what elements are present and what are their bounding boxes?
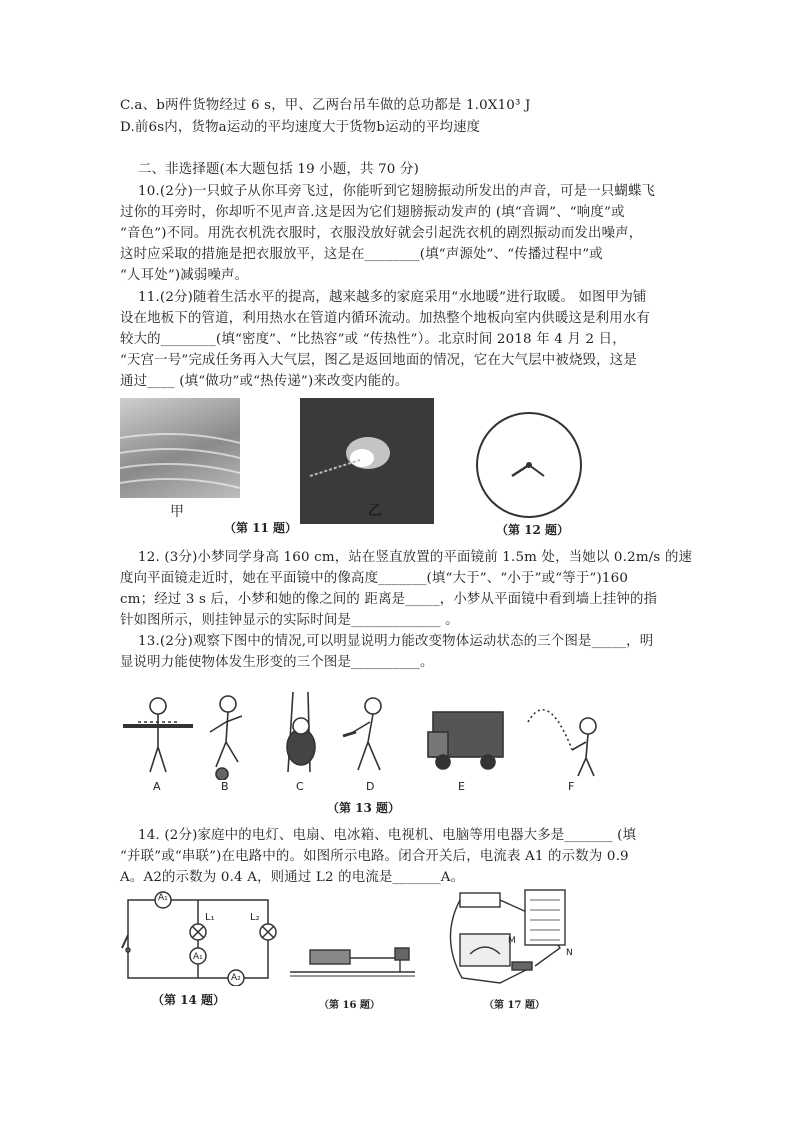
q10-line2: 过你的耳旁时，你却听不见声音.这是因为它们翅膀振动发声的 (填“音调”、“响度”或 — [120, 205, 625, 220]
option-c: C.a、b两件货物经过 6 s，甲、乙两台吊车做的总功都是 1.0X10³ J — [120, 98, 531, 113]
q11-line4: “天宫一号”完成任务再入大气层，图乙是返回地面的情况，它在大气层中被烧毁，这是 — [120, 353, 637, 368]
point-m-label: M — [508, 936, 516, 946]
label-yi: 乙 — [368, 503, 382, 519]
lamp-l1-label: L₁ — [205, 912, 215, 923]
q10-line3: “音色”)不同。用洗衣机洗衣服时，衣服没放好就会引起洗衣机的剧烈振动而发出噪声， — [120, 226, 643, 241]
ammeter-a1-label: A₁ — [158, 893, 168, 903]
ammeter-a-label: A₁ — [193, 952, 203, 962]
q10-line1: 10.(2分)一只蚊子从你耳旁飞过，你能听到它翅膀振动所发出的声音，可是一只蝴蝶飞 — [138, 184, 656, 199]
q12-line3: cm；经过 3 s 后，小梦和她的像之间的 距离是_____，小梦从平面镜中看到墙上挂钟的指 — [120, 592, 658, 607]
scene-c-panda — [287, 692, 315, 772]
wall-clock-icon — [474, 410, 584, 520]
q17-apparatus — [440, 888, 570, 988]
label-b: B — [221, 780, 229, 793]
q11-line2: 设在地板下的管道，利用热水在管道内循环流动。加热整个地板向室内供暖这是利用水有 — [120, 311, 651, 326]
label-c: C — [296, 780, 304, 793]
q14-line3: A。A2的示数为 0.4 A，则通过 L2 的电流是_______A。 — [120, 870, 465, 885]
caption-q11: （第 11 题） — [224, 521, 298, 535]
label-f: F — [568, 780, 575, 793]
q14-line1: 14. (2分)家庭中的电灯、电扇、电冰箱、电视机、电脑等用电器大多是_______ (填 — [138, 828, 637, 843]
label-a: A — [153, 780, 161, 793]
lamp-l2-label: L₂ — [250, 912, 260, 923]
scene-b-kicking — [210, 696, 242, 780]
section-heading: 二、非选择题(本大题包括 19 小题，共 70 分) — [138, 162, 420, 177]
q14-line2: “并联”或“串联”)在电路中的。如图所示电路。闭合开关后，电流表 A1 的示数为 0.9 — [120, 849, 629, 864]
q12-line1: 12. (3分)小梦同学身高 160 cm，站在竖直放置的平面镜前 1.5m 处，当她以 0.2m/s 的速 — [138, 550, 693, 565]
scene-e-truck — [428, 712, 503, 769]
option-d: D.前6s内，货物a运动的平均速度大于货物b运动的平均速度 — [120, 120, 481, 135]
circuit-diagram — [118, 890, 288, 986]
caption-q13: （第 13 题） — [327, 801, 401, 815]
q12-line4: 针如图所示，则挂钟显示的实际时间是_____________ 。 — [120, 613, 459, 628]
q13-line1: 13.(2分)观察下图中的情况,可以明显说明力能改变物体运动状态的三个图是_____，明 — [138, 634, 654, 649]
q13-line2: 显说明力能使物体发生形变的三个图是__________。 — [120, 655, 434, 670]
q10-line5: “人耳处”)减弱噪声。 — [120, 268, 249, 283]
caption-q12: （第 12 题） — [496, 523, 570, 537]
label-d: D — [366, 780, 375, 793]
caption-q17: （第 17 题） — [484, 1000, 545, 1011]
ammeter-a2-label: A₂ — [231, 973, 241, 983]
q11-line3: 较大的________(填“密度”、“比热容”或 “传热性”）。北京时间 2018 年 4 月 2 日， — [120, 332, 626, 347]
q10-line4: 这时应采取的措施是把衣服放平，这是在________(填“声源处”、“传播过程中”或 — [120, 247, 603, 262]
reentry-photo — [300, 398, 434, 524]
q11-line1: 11.(2分)随着生活水平的提高，越来越多的家庭采用“水地暖”进行取暖。 如图甲为铺 — [138, 290, 647, 305]
floor-heating-photo — [120, 398, 240, 498]
q11-line5: 通过____ (填“做功”或“热传递”)来改变内能的。 — [120, 374, 409, 389]
label-e: E — [458, 780, 465, 793]
label-jia: 甲 — [170, 504, 184, 520]
scene-d-pulling — [343, 698, 381, 770]
scene-f-throwing — [528, 710, 596, 776]
scene-a-stretching — [123, 698, 193, 772]
force-scenes — [118, 692, 608, 780]
q16-apparatus — [290, 910, 420, 990]
q12-line2: 度向平面镜走近时，她在平面镜中的像高度_______(填“大于”、“小于”或“等于”)160 — [120, 571, 629, 586]
fireball-icon — [300, 398, 434, 524]
caption-q16: （第 16 题） — [319, 1000, 380, 1011]
caption-q14: （第 14 题） — [152, 993, 226, 1007]
point-n-label: N — [566, 948, 573, 958]
pipe-pattern — [120, 398, 240, 498]
